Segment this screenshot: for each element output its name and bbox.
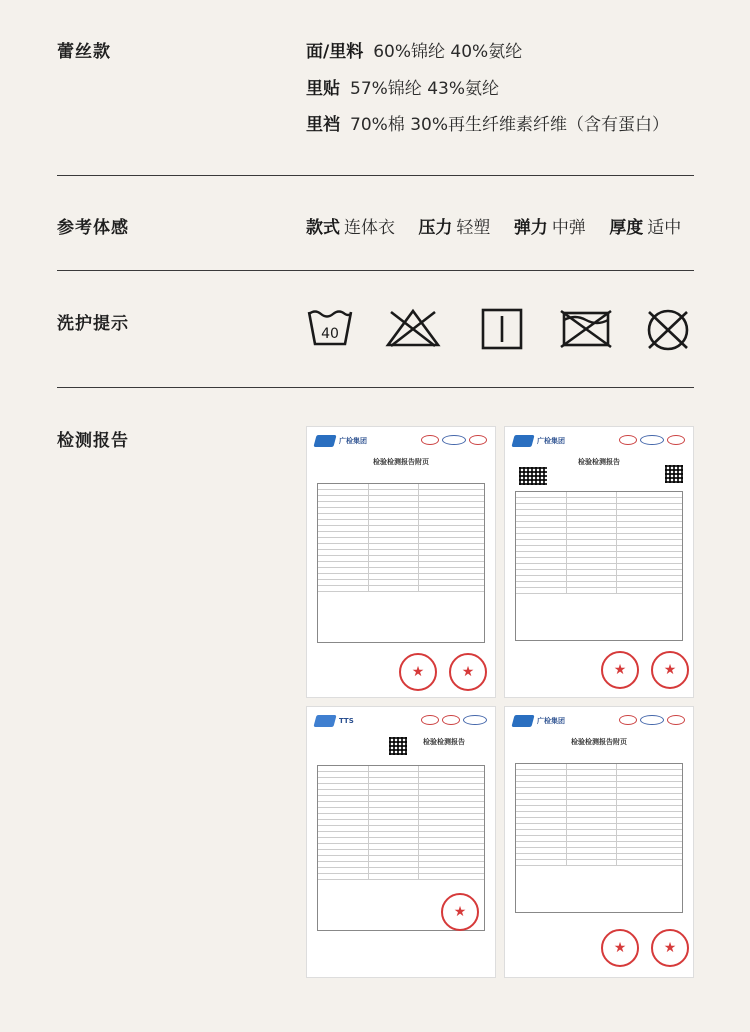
report-doc-2[interactable] bbox=[504, 426, 694, 698]
feel-value: 轻塑 bbox=[456, 218, 491, 238]
feel-key: 弹力 bbox=[513, 218, 548, 238]
cert-badges bbox=[619, 715, 685, 725]
divider bbox=[57, 270, 694, 271]
tts-logo-icon bbox=[313, 715, 336, 727]
material-key: 里贴 bbox=[306, 79, 340, 99]
material-value: 70%棉 30%再生纤维素纤维（含有蛋白） bbox=[350, 115, 669, 135]
report-brand: 广检集团 bbox=[537, 437, 565, 445]
report-brand: 广检集团 bbox=[339, 437, 367, 445]
gttc-logo-icon bbox=[511, 715, 534, 727]
materials-label: 蕾丝款 bbox=[57, 42, 111, 62]
seal-stamp-icon: ★ bbox=[449, 653, 487, 691]
divider bbox=[57, 387, 694, 388]
material-line-1 bbox=[306, 37, 522, 62]
feel-key: 压力 bbox=[418, 218, 453, 238]
report-brand: TTS bbox=[339, 717, 354, 725]
report-title: 检验检测报告 bbox=[423, 738, 465, 746]
report-header bbox=[513, 435, 565, 447]
care-label: 洗护提示 bbox=[57, 314, 129, 334]
line-dry-icon bbox=[481, 308, 523, 350]
report-title: 检验检测报告附页 bbox=[571, 738, 627, 746]
gttc-logo-icon bbox=[511, 435, 534, 447]
material-line-2 bbox=[306, 74, 499, 99]
cert-badges bbox=[421, 715, 487, 725]
feel-value: 中弹 bbox=[551, 218, 586, 238]
seal-stamp-icon: ★ bbox=[399, 653, 437, 691]
feel-key: 款式 bbox=[306, 218, 340, 238]
report-doc-3[interactable] bbox=[306, 706, 496, 978]
no-tumble-dry-icon bbox=[558, 308, 614, 350]
no-bleach-icon bbox=[385, 308, 441, 348]
seal-stamp-icon: ★ bbox=[651, 929, 689, 967]
material-line-3 bbox=[306, 110, 669, 135]
report-table bbox=[515, 763, 683, 913]
feel-value: 连体衣 bbox=[344, 218, 395, 238]
cert-badges bbox=[619, 435, 685, 445]
report-brand: 广检集团 bbox=[537, 717, 565, 725]
feel-label: 参考体感 bbox=[57, 218, 129, 238]
seal-stamp-icon: ★ bbox=[601, 651, 639, 689]
wash-40-icon bbox=[306, 308, 354, 348]
report-title: 检验检测报告 bbox=[578, 458, 620, 466]
no-dry-clean-icon bbox=[643, 308, 693, 352]
barcode-icon bbox=[519, 467, 547, 485]
report-table bbox=[515, 491, 683, 641]
seal-stamp-icon: ★ bbox=[601, 929, 639, 967]
seal-stamp-icon: ★ bbox=[651, 651, 689, 689]
material-key: 面/里料 bbox=[306, 42, 364, 62]
material-key: 里裆 bbox=[306, 115, 340, 135]
cert-badges bbox=[421, 435, 487, 445]
qr-code-icon bbox=[389, 737, 407, 755]
report-doc-1[interactable] bbox=[306, 426, 496, 698]
material-value: 60%锦纶 40%氨纶 bbox=[373, 42, 523, 62]
report-title: 检验检测报告附页 bbox=[373, 458, 429, 466]
feel-key: 厚度 bbox=[609, 218, 644, 238]
seal-stamp-icon: ★ bbox=[441, 893, 479, 931]
material-value: 57%锦纶 43%氨纶 bbox=[350, 79, 499, 99]
report-doc-4[interactable] bbox=[504, 706, 694, 978]
report-header bbox=[315, 715, 354, 727]
report-header bbox=[513, 715, 565, 727]
qr-code-icon bbox=[665, 465, 683, 483]
reports-label: 检测报告 bbox=[57, 431, 129, 451]
report-header bbox=[315, 435, 367, 447]
divider bbox=[57, 175, 694, 176]
report-table bbox=[317, 483, 485, 643]
wash-temp: 40 bbox=[321, 326, 339, 342]
feel-row bbox=[306, 213, 699, 238]
gttc-logo-icon bbox=[313, 435, 336, 447]
feel-value: 适中 bbox=[647, 218, 682, 238]
